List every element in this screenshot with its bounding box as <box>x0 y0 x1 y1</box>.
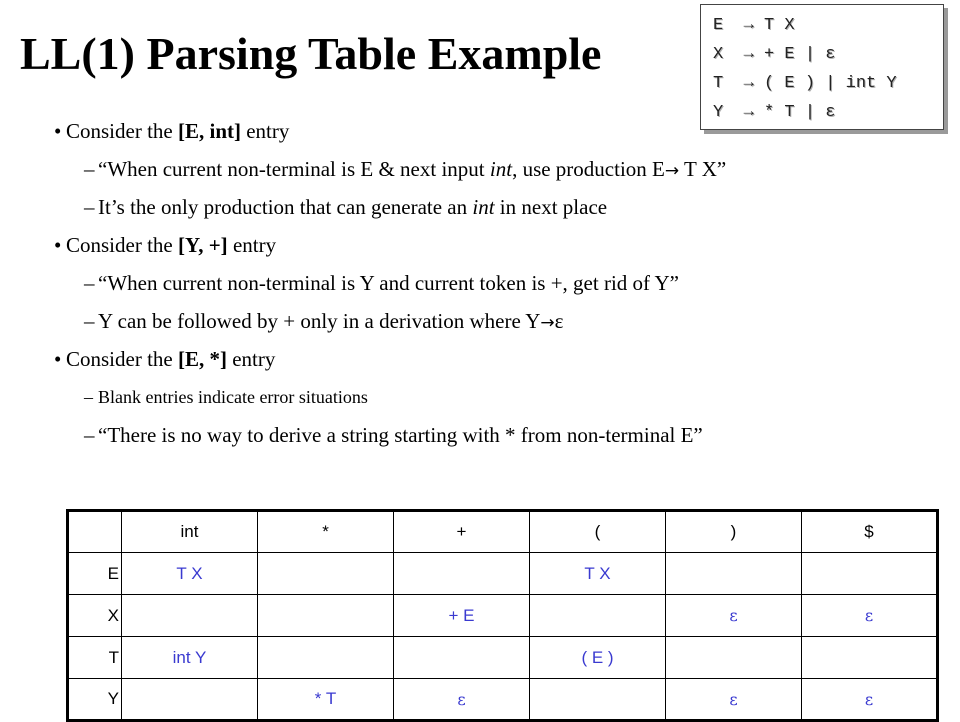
sub-text: “When current non-terminal is Y and current token is +, get rid of Y” <box>98 271 679 295</box>
sub-italic: int <box>489 157 513 181</box>
table-header-row <box>68 511 938 553</box>
sub-text: , use production E <box>512 157 665 181</box>
row-header: E <box>68 553 122 595</box>
sub-text: T X” <box>679 157 727 181</box>
row-header: X <box>68 595 122 637</box>
table-cell <box>666 637 802 679</box>
sub-dash: – <box>84 423 95 447</box>
table-cell <box>258 595 394 637</box>
bullet-text: Consider the <box>66 347 178 371</box>
sub-dash: – <box>84 387 93 407</box>
sub-text: “There is no way to derive a string starting with * from non-terminal E” <box>98 423 703 447</box>
bullet-dot: • <box>54 119 62 143</box>
arrow-symbol: → <box>540 313 555 333</box>
bullet-text: entry <box>226 347 276 371</box>
sub-dash: – <box>84 271 95 295</box>
bullet-dot: • <box>54 347 62 371</box>
sub-bullet <box>54 150 934 188</box>
table-cell <box>394 553 530 595</box>
sub-dash: – <box>84 157 95 181</box>
table-row <box>68 679 938 721</box>
sub-dash: – <box>84 195 95 219</box>
table-cell <box>530 679 666 721</box>
sub-bullet <box>54 302 934 340</box>
bullet-e-star <box>54 340 934 378</box>
bullet-entry: [E, *] <box>177 347 227 371</box>
sub-bullet <box>54 378 934 416</box>
sub-text: Blank entries indicate error situations <box>98 387 368 407</box>
column-header: $ <box>802 511 938 553</box>
table-cell <box>258 553 394 595</box>
table-row <box>68 637 938 679</box>
table-cell <box>122 595 258 637</box>
table-cell: ε <box>802 595 938 637</box>
sub-text: ε <box>554 309 564 333</box>
table-cell <box>666 553 802 595</box>
bullet-e-int <box>54 112 934 150</box>
table-cell <box>802 637 938 679</box>
column-header: int <box>122 511 258 553</box>
table-row <box>68 553 938 595</box>
column-header: * <box>258 511 394 553</box>
table-cell: ε <box>666 679 802 721</box>
table-cell <box>122 679 258 721</box>
sub-bullet <box>54 416 934 454</box>
sub-dash: – <box>84 309 95 333</box>
bullet-list <box>54 112 934 454</box>
sub-text: Y can be followed by + only in a derivation where Y <box>98 309 541 333</box>
table-row <box>68 595 938 637</box>
sub-text: “When current non-terminal is E & next input <box>98 157 490 181</box>
table-cell <box>394 637 530 679</box>
bullet-text: Consider the <box>66 233 178 257</box>
table-cell: ε <box>394 679 530 721</box>
bullet-dot: • <box>54 233 62 257</box>
grammar-rule-e: E → T X <box>713 16 795 35</box>
bullet-text: entry <box>240 119 290 143</box>
table-cell: T X <box>122 553 258 595</box>
slide-title: LL(1) Parsing Table Example <box>20 28 602 79</box>
grammar-rule-y: Y → * T | ε <box>713 103 836 122</box>
parsing-table <box>66 509 939 722</box>
table-cell: T X <box>530 553 666 595</box>
bullet-text: Consider the <box>66 119 178 143</box>
column-header: + <box>394 511 530 553</box>
sub-text: in next place <box>494 195 608 219</box>
grammar-rule-t: T → ( E ) | int Y <box>713 74 897 93</box>
row-header: T <box>68 637 122 679</box>
table-cell: ε <box>802 679 938 721</box>
grammar-rule-x: X → + E | ε <box>713 45 836 64</box>
table-cell <box>802 553 938 595</box>
sub-italic: int <box>472 195 495 219</box>
sub-bullet <box>54 188 934 226</box>
column-header: ) <box>666 511 802 553</box>
table-cell: ( E ) <box>530 637 666 679</box>
table-cell: * T <box>258 679 394 721</box>
bullet-text: entry <box>227 233 277 257</box>
table-corner-cell <box>68 511 122 553</box>
table-cell: ε <box>666 595 802 637</box>
table-cell <box>258 637 394 679</box>
table-cell: + E <box>394 595 530 637</box>
bullet-entry: [E, int] <box>177 119 241 143</box>
arrow-symbol: → <box>664 161 680 181</box>
table-cell <box>530 595 666 637</box>
row-header: Y <box>68 679 122 721</box>
sub-bullet <box>54 264 934 302</box>
sub-text: It’s the only production that can generate an <box>98 195 473 219</box>
bullet-y-plus <box>54 226 934 264</box>
table-cell: int Y <box>122 637 258 679</box>
bullet-entry: [Y, +] <box>177 233 228 257</box>
column-header: ( <box>530 511 666 553</box>
